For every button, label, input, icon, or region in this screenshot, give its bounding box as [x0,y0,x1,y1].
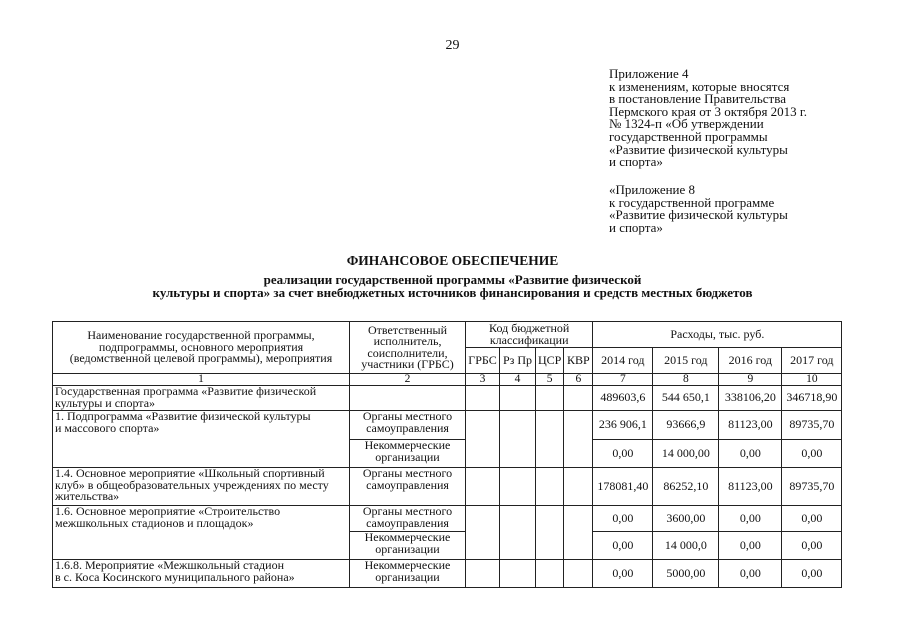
row-executor [350,411,466,440]
cell-csr [536,411,564,468]
header-line: (ведомственной целевой программы), мероприятия [69,351,333,366]
subtitle-line: культуры и спорта» за счет внебюджетных источников финансирования и средств местных бюджетов [152,285,753,300]
header-year: 2015 год [653,348,719,374]
cell-grbs [466,411,500,468]
cell-grbs [466,506,500,560]
header-kvr: КВР [564,348,593,374]
row-name-line: межшкольных стадионов и площадок» [55,515,254,530]
col-number: 3 [466,374,500,386]
col-number: 8 [653,374,719,386]
appendix-line: государственной программы [609,128,768,144]
cell-2014: 489603,6 [593,386,653,411]
cell-rzpr [500,411,536,468]
appendix-line: «Развитие физической культуры [609,207,788,223]
executor-line: самоуправления [366,420,449,435]
header-line: исполнитель, [373,334,442,348]
column-number-row [53,374,842,386]
row-executor [350,440,466,468]
cell-grbs [466,386,500,411]
executor-line: Органы местного [362,410,453,423]
table-row [53,411,842,440]
row-executor [350,506,466,532]
cell-kvr [564,506,593,560]
header-year: 2014 год [593,348,653,374]
appendix-line: в постановление Правительства [609,91,786,107]
row-name-line: Государственная программа «Развитие физической [55,385,317,398]
executor-line: Некоммерческие [364,439,451,452]
row-executor [350,468,466,506]
cell-rzpr [500,468,536,506]
cell-2017: 0,00 [782,440,842,468]
table-row [53,468,842,506]
cell-2014: 178081,40 [593,468,653,506]
header-line: соисполнители, [367,345,448,360]
appendix-line: № 1324-п «Об утверждении [609,116,764,132]
cell-2017: 346718,90 [782,386,842,411]
cell-kvr [564,386,593,411]
row-name [53,411,350,468]
header-line: участники (ГРБС) [361,357,454,371]
row-name [53,468,350,506]
appendix-block [609,68,807,169]
col-number: 5 [536,374,564,386]
header-grbs: ГРБС [466,348,500,374]
row-executor [350,532,466,560]
appendix-line: к государственной программе [609,194,775,210]
cell-grbs [466,560,500,588]
row-executor [350,560,466,588]
col-number: 7 [593,374,653,386]
appendix-line: Приложение 4 [609,66,689,81]
header-name [53,322,350,374]
cell-rzpr [500,386,536,411]
row-name-line: и массового спорта» [55,420,160,435]
cell-2016: 0,00 [719,532,782,560]
cell-2015: 14 000,0 [653,532,719,560]
cell-2017: 89735,70 [782,411,842,440]
document-title: ФИНАНСОВОЕ ОБЕСПЕЧЕНИЕ [346,253,559,268]
cell-2016: 0,00 [719,440,782,468]
cell-rzpr [500,560,536,588]
executor-line: Некоммерческие [364,559,451,572]
cell-2016: 81123,00 [719,411,782,440]
col-number: 6 [564,374,593,386]
col-number: 1 [53,374,350,386]
executor-line: Органы местного [362,467,453,480]
cell-csr [536,506,564,560]
cell-2017: 0,00 [782,532,842,560]
row-name-line: клуб» в общеобразовательных учреждениях по месту [55,477,329,492]
cell-kvr [564,560,593,588]
cell-kvr [564,411,593,468]
executor-line: самоуправления [366,515,449,530]
cell-rzpr [500,506,536,560]
header-csr: ЦСР [536,348,564,374]
row-name-line: 1.4. Основное мероприятие «Школьный спортивный [55,467,325,480]
header-line: Ответственный [367,322,448,337]
page-number: 29 [445,38,460,53]
row-name-line: 1. Подпрограмма «Развитие физической культуры [55,410,311,423]
table-row [53,506,842,532]
cell-2015: 3600,00 [653,506,719,532]
cell-2016: 0,00 [719,506,782,532]
executor-line: организации [375,569,440,584]
row-name-line: 1.6.8. Мероприятие «Межшкольный стадион [55,559,284,572]
row-executor [350,386,466,411]
header-year: 2017 год [782,348,842,374]
table-row [53,386,842,411]
cell-2015: 86252,10 [653,468,719,506]
cell-2014: 0,00 [593,532,653,560]
cell-2017: 89735,70 [782,468,842,506]
table-row [53,560,842,588]
cell-csr [536,386,564,411]
appendix-block-2 [609,184,788,234]
appendix-line: и спорта» [609,154,663,170]
header-rzpr: Рз Пр [500,348,536,374]
cell-2015: 93666,9 [653,411,719,440]
row-name [53,560,350,588]
header-executor [350,322,466,374]
cell-2014: 0,00 [593,506,653,532]
row-name [53,386,350,411]
cell-2015: 544 650,1 [653,386,719,411]
cell-2015: 5000,00 [653,560,719,588]
cell-grbs [466,468,500,506]
cell-2016: 81123,00 [719,468,782,506]
row-name-line: в с. Коса Косинского муниципального района» [55,569,295,584]
header-line: классификации [489,332,569,347]
col-number: 9 [719,374,782,386]
cell-2017: 0,00 [782,506,842,532]
cell-2016: 338106,20 [719,386,782,411]
col-number: 10 [782,374,842,386]
header-year: 2016 год [719,348,782,374]
appendix-line: Пермского края от 3 октября 2013 г. [609,103,808,119]
row-name [53,506,350,560]
col-number: 2 [350,374,466,386]
cell-2017: 0,00 [782,560,842,588]
cell-csr [536,468,564,506]
header-line: Код бюджетной [489,321,570,335]
cell-kvr [564,468,593,506]
row-name-line: жительства» [55,489,120,503]
header-line: подпрограммы, основного мероприятия [98,339,304,354]
cell-2015: 14 000,00 [653,440,719,468]
appendix-line: «Приложение 8 [609,182,696,197]
row-name-line: культуры и спорта» [55,395,156,410]
appendix-line: и спорта» [609,219,663,235]
cell-2014: 236 906,1 [593,411,653,440]
col-number: 4 [500,374,536,386]
subtitle-line: реализации государственной программы «Развитие физической [263,272,642,287]
cell-2014: 0,00 [593,560,653,588]
executor-line: Некоммерческие [364,531,451,544]
cell-2014: 0,00 [593,440,653,468]
executor-line: организации [375,449,440,464]
executor-line: Органы местного [362,505,453,518]
row-name-line: 1.6. Основное мероприятие «Строительство [55,505,281,518]
executor-line: самоуправления [366,477,449,492]
appendix-line: к изменениям, которые вносятся [609,78,790,94]
cell-csr [536,560,564,588]
appendix-line: «Развитие физической культуры [609,141,788,157]
cell-2016: 0,00 [719,560,782,588]
header-expenses: Расходы, тыс. руб. [593,322,842,348]
header-line: Наименование государственной программы, [87,328,315,343]
header-budget-code [466,322,593,348]
financing-table [52,321,842,588]
document-subtitle [0,273,905,299]
executor-line: организации [375,541,440,556]
